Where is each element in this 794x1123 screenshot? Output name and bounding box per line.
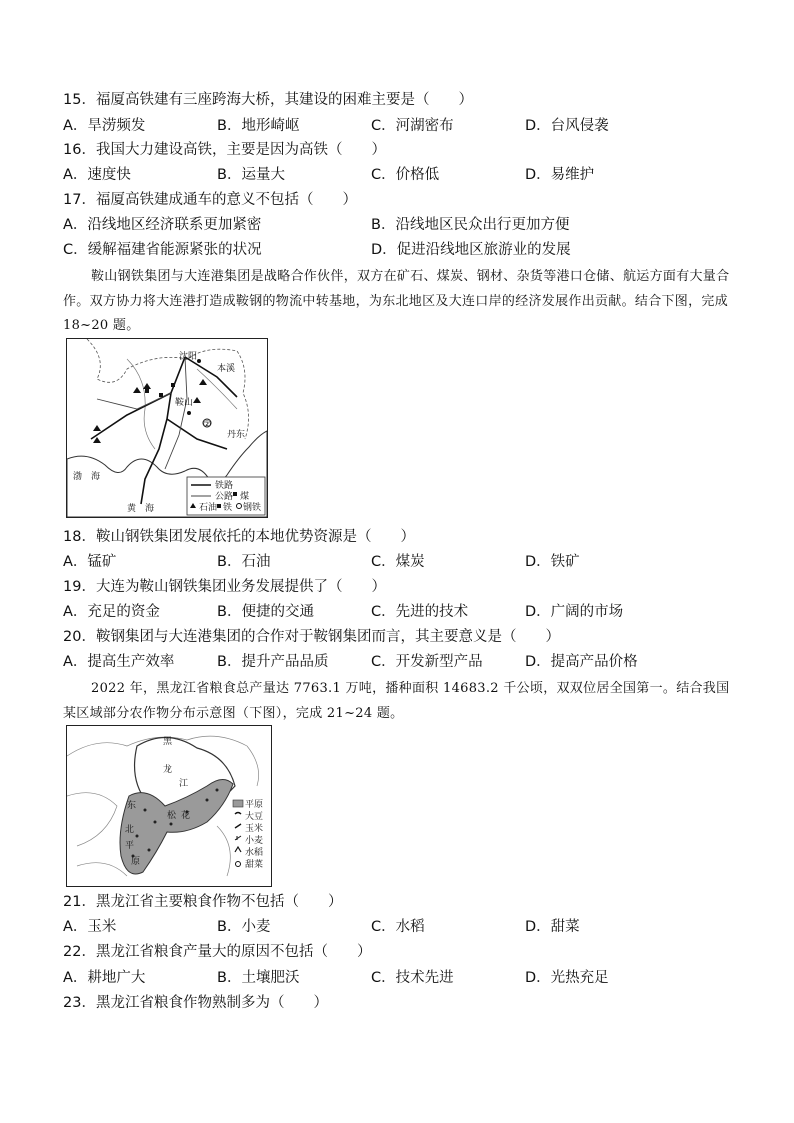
q16-option-b[interactable]: B．运量大 xyxy=(217,167,285,183)
label-song: 松 xyxy=(167,811,177,821)
question-18-stem: 18．鞍山钢铁集团发展依托的本地优势资源是（ ） xyxy=(63,529,415,545)
label-circle-2: ② xyxy=(203,420,212,430)
question-21-stem: 21．黑龙江省主要粮食作物不包括（ ） xyxy=(63,894,343,910)
q17-option-b[interactable]: B．沿线地区民众出行更加方便 xyxy=(371,217,570,233)
question-17-stem: 17．福厦高铁建成通车的意义不包括（ ） xyxy=(63,192,357,208)
q19-option-c[interactable]: C．先进的技术 xyxy=(371,604,469,620)
question-19-stem: 19．大连为鞍山钢铁集团业务发展提供了（ ） xyxy=(63,579,386,595)
question-16-stem: 16．我国大力建设高铁，主要是因为高铁（ ） xyxy=(63,142,386,158)
map2-legend xyxy=(233,799,263,870)
legend-sugar-beet: 甜菜 xyxy=(245,860,264,870)
label-yuan: 原 xyxy=(131,857,141,867)
label-ping: 平 xyxy=(125,841,135,851)
passage-heilongjiang-grain: 2022 年，黑龙江省粮食总产量达 7763.1 万吨，播种面积 14683.2 千公顷，双双位居全国第一。结合我国某区域部分农作物分布示意图（下图），完成 21~24 题。 xyxy=(63,681,730,721)
q15-option-c[interactable]: C．河湖密布 xyxy=(371,118,454,134)
legend-road: 公路 xyxy=(215,492,234,502)
q22-option-d[interactable]: D．光热充足 xyxy=(525,970,609,986)
label-jiang: 江 xyxy=(179,779,189,789)
question-22-stem: 22．黑龙江省粮食产量大的原因不包括（ ） xyxy=(63,944,372,960)
q18-option-a[interactable]: A．锰矿 xyxy=(63,554,117,570)
q21-option-a[interactable]: A．玉米 xyxy=(63,919,117,935)
legend-corn: 玉米 xyxy=(245,824,264,834)
q21-option-c[interactable]: C．水稻 xyxy=(371,919,425,935)
legend-rice: 水稻 xyxy=(245,848,264,858)
question-15-stem: 15．福厦高铁建有三座跨海大桥，其建设的困难主要是（ ） xyxy=(63,92,473,108)
q21-option-b[interactable]: B．小麦 xyxy=(217,919,271,935)
label-huanghai: 黄 海 xyxy=(127,504,155,514)
legend-iron: 铁 xyxy=(223,503,233,513)
q22-option-a[interactable]: A．耕地广大 xyxy=(63,970,146,986)
label-dong: 东 xyxy=(127,801,137,811)
q19-option-a[interactable]: A．充足的资金 xyxy=(63,604,160,620)
legend-oil: 石油 xyxy=(199,503,218,513)
question-23-stem: 23．黑龙江省粮食作物熟制多为（ ） xyxy=(63,995,328,1011)
question-20-stem: 20．鞍钢集团与大连港集团的合作对于鞍钢集团而言，其主要意义是（ ） xyxy=(63,629,560,645)
q15-option-b[interactable]: B．地形崎岖 xyxy=(217,118,300,134)
q17-option-d[interactable]: D．促进沿线地区旅游业的发展 xyxy=(371,242,571,258)
label-long: 龙 xyxy=(163,765,173,775)
q22-option-c[interactable]: C．技术先进 xyxy=(371,970,454,986)
q16-option-d[interactable]: D．易维护 xyxy=(525,167,595,183)
legend-wheat: 小麦 xyxy=(245,836,264,846)
legend-steel: 钢铁 xyxy=(243,503,262,513)
label-dandong: 丹东 xyxy=(227,430,246,440)
q15-option-d[interactable]: D．台风侵袭 xyxy=(525,118,609,134)
q18-option-b[interactable]: B．石油 xyxy=(217,554,271,570)
q17-option-a[interactable]: A．沿线地区经济联系更加紧密 xyxy=(63,217,262,233)
legend-railway: 铁路 xyxy=(215,481,234,491)
q18-option-c[interactable]: C．煤炭 xyxy=(371,554,425,570)
label-bei: 北 xyxy=(125,825,135,835)
q19-option-b[interactable]: B．便捷的交通 xyxy=(217,604,314,620)
map1-legend xyxy=(187,477,265,515)
q17-option-c[interactable]: C．缓解福建省能源紧张的状况 xyxy=(63,242,262,258)
q15-option-a[interactable]: A．旱涝频发 xyxy=(63,118,146,134)
map-liaoning-industry xyxy=(66,338,268,518)
q21-option-d[interactable]: D．甜菜 xyxy=(525,919,580,935)
label-bohai: 渤 海 xyxy=(73,472,101,482)
q20-option-c[interactable]: C．开发新型产品 xyxy=(371,654,483,670)
q20-option-b[interactable]: B．提升产品品质 xyxy=(217,654,329,670)
map-northeast-crops xyxy=(66,725,272,887)
legend-plain: 平原 xyxy=(245,800,264,810)
label-hei: 黑 xyxy=(163,737,173,747)
label-benxi: 本溪 xyxy=(217,364,236,374)
label-anshan: 鞍山 xyxy=(175,398,194,408)
label-shenyang: 沈阳 xyxy=(179,352,198,362)
q16-option-c[interactable]: C．价格低 xyxy=(371,167,440,183)
q22-option-b[interactable]: B．土壤肥沃 xyxy=(217,970,300,986)
q16-option-a[interactable]: A．速度快 xyxy=(63,167,131,183)
legend-coal: 煤 xyxy=(240,492,250,502)
label-hua: 花 xyxy=(181,811,191,821)
passage-anshan-dalian: 鞍山钢铁集团与大连港集团是战略合作伙伴，双方在矿石、煤炭、钢材、杂货等港口仓储、航运方面有大量合作。双方协力将大连港打造成鞍钢的物流中转基地，为东北地区及大连口岸的经济发展作出贡献。结合下图，完成 18~20 题。 xyxy=(63,269,730,333)
legend-soybean: 大豆 xyxy=(245,812,264,822)
q20-option-a[interactable]: A．提高生产效率 xyxy=(63,654,175,670)
q18-option-d[interactable]: D．铁矿 xyxy=(525,554,580,570)
q20-option-d[interactable]: D．提高产品价格 xyxy=(525,654,638,670)
q19-option-d[interactable]: D．广阔的市场 xyxy=(525,604,624,620)
